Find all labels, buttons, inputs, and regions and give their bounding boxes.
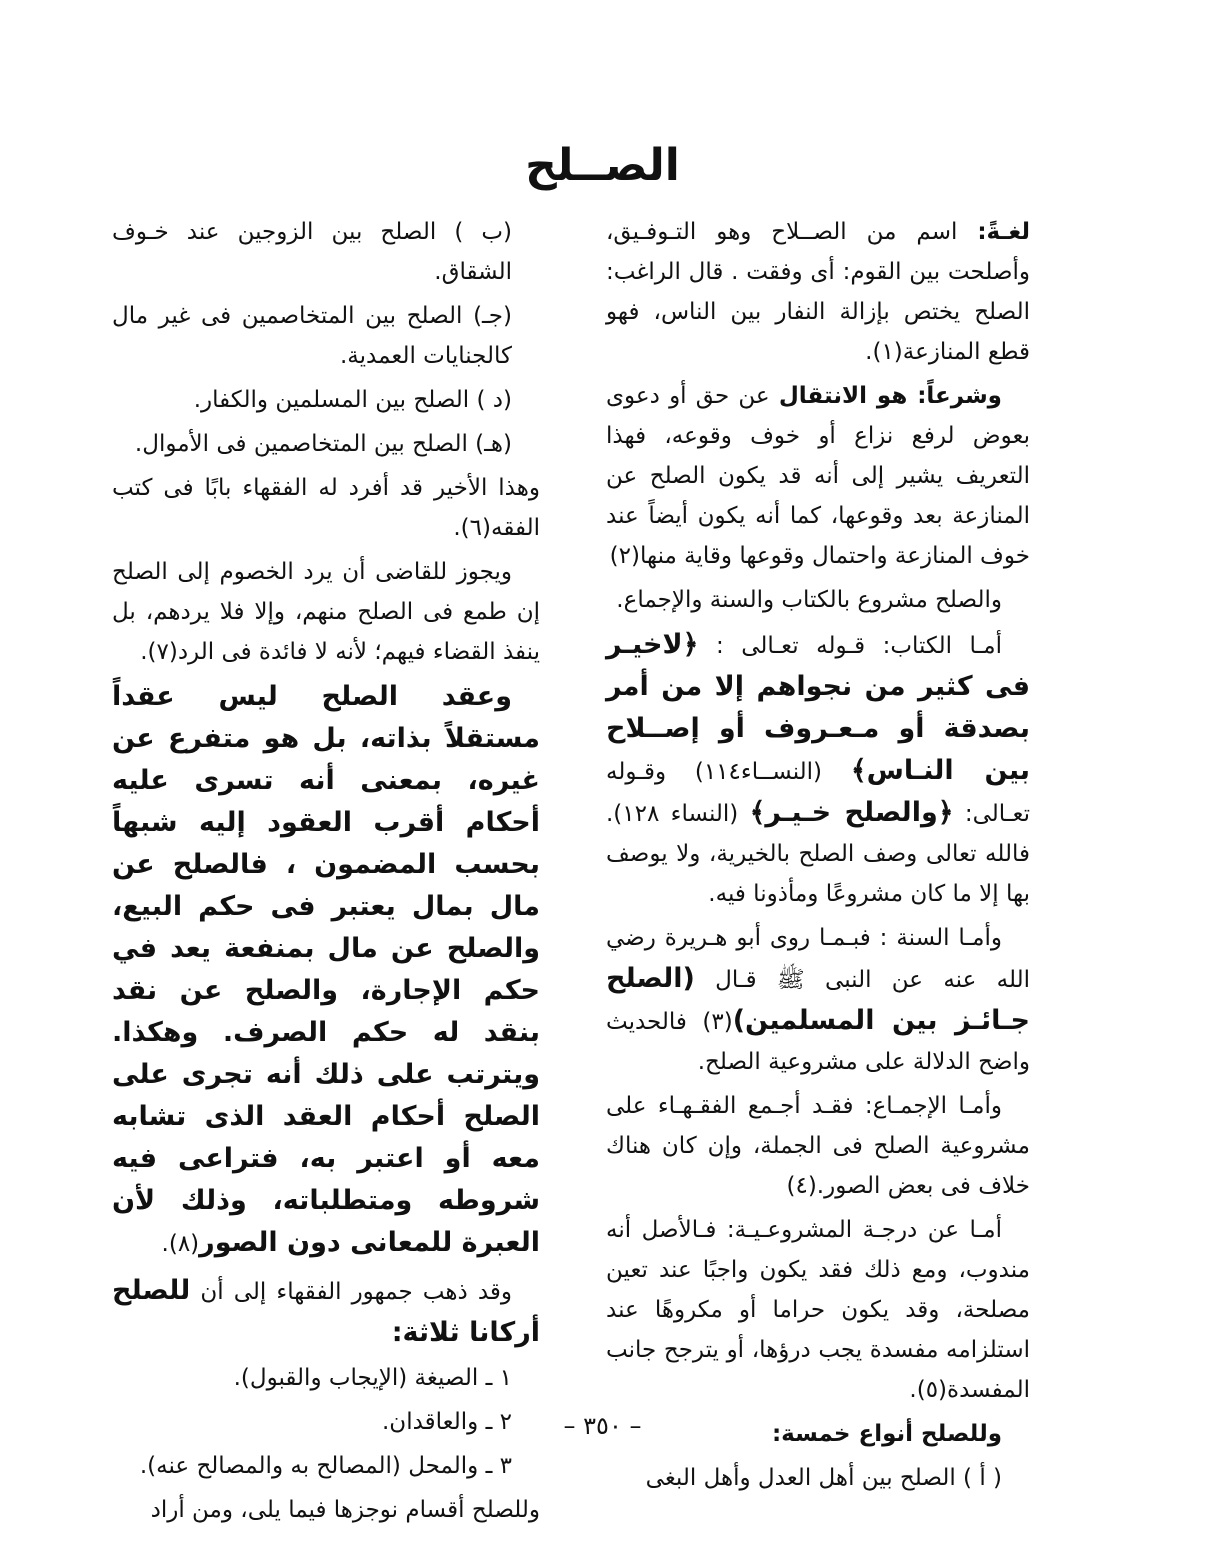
sunnah-tail: (٣) فالحديث واضح الدلالة على مشروعية الصلح.: [606, 1009, 1030, 1075]
pillar-2: ٢ ـ والعاقدان.: [382, 1409, 512, 1435]
pillar-3: ٣ ـ والمحل (المصالح به والمصالح عنه).: [139, 1453, 512, 1479]
sharia-label: وشرعاً: هو الانتقال: [778, 383, 1002, 409]
hadith-text: (الصلح جـائـز بين المسلمين): [606, 963, 1031, 1036]
quran-verse-2: ﴿والصلح خـيـر﴾: [749, 797, 954, 828]
type-a: ( أ ) الصلح بين أهل العدل وأهل البغى: [645, 1465, 1002, 1491]
left-column: [112, 212, 540, 1534]
pillars-lead: وقد ذهب جمهور الفقهاء إلى أن: [190, 1279, 512, 1305]
contract-nature-note: (٨).: [161, 1231, 200, 1257]
sharia-text: عن حق أو دعوى بعوض لرفع نزاع أو خوف وقوعه، فهذا التعريف يشير إلى أنه قد يكون الصلح عن المنازعة بعد وقوعها، كما أنه يكون أيضاً عند خوف المنازعة واحتمال وقوعها وقاية منها(٢): [606, 383, 1030, 569]
quran-evidence: [606, 624, 1030, 914]
quran-mid: (النســاء١١٤) وقـوله تعـالى:: [606, 759, 1031, 827]
right-column: [606, 212, 1030, 1502]
pillars-intro: [112, 1270, 540, 1354]
type-d: (د ) الصلح بين المسلمين والكفار.: [193, 387, 512, 413]
language-label: لغـةً:: [977, 219, 1030, 245]
quran-verse-1: ﴿لاخيـر فى كثير من نجواهم إلا من أمر بصدقة أو مـعـروف أو إصــلاح بين النـاس﴾: [606, 629, 1030, 786]
type-c: (جـ) الصلح بين المتخاصمين فى غير مال كالجنايات العمدية.: [112, 303, 512, 369]
sunnah-lead: وأمـا السنة : فبـمـا روى أبو هـريرة رضي الله عنه عن النبى ﷺ قـال: [606, 925, 1030, 993]
pillar-1: ١ ـ الصيغة (الإيجاب والقبول).: [233, 1365, 512, 1391]
language-text: اسم من الصــلاح وهو التـوفـيق، وأصلحت بين القوم: أى وفقت . قال الراغب: الصلح يختص بإزالة النفار بين الناس، فهو قطع المنازعة(١).: [606, 219, 1030, 365]
definition-sharia: [606, 376, 1030, 576]
contract-nature-text: وعقد الصلح ليس عقداً مستقلاً بذاته، بل هو متفرع عن غيره، بمعنى أنه تسرى عليه أحكام أقرب العقود إليه شبهاً بحسب المضمون ، فالصلح عن مال بمال يعتبر فى حكم البيع، والصلح عن مال بمنفعة يعد في حكم الإجارة، والصلح عن نقد بنقد له حكم الصرف. وهكذا. ويترتب على ذلك أنه تجرى على الصلح أحكام العقد الذى تشابه معه أو اعتبر به، فتراعى فيه شروطه ومتطلباته، وذلك لأن العبرة للمعانى دون الصور: [112, 681, 540, 1258]
quran-lead: أمـا الكتاب: قـوله تعـالى :: [698, 633, 1002, 659]
quran-tail: (النساء ١٢٨). فالله تعالى وصف الصلح بالخيرية، ولا يوصف بها إلا ما كان مشروعًا ومأذونا فيه.: [606, 801, 1030, 907]
sunnah-evidence: [606, 918, 1030, 1082]
definition-language: [606, 212, 1030, 372]
last-type-note: وهذا الأخير قد أفرد له الفقهاء بابًا فى كتب الفقه(٦).: [112, 475, 540, 541]
contract-nature-paragraph: [112, 676, 540, 1264]
consensus-evidence: وأمـا الإجمـاع: فقـد أجـمع الفقـهـاء على مشروعية الصلح فى الجملة، وإن كان هناك خلاف فى بعض الصور.(٤): [606, 1093, 1030, 1199]
legitimacy-intro: والصلح مشروع بالكتاب والسنة والإجماع.: [616, 587, 1002, 613]
page-title: الصــلح: [525, 140, 680, 191]
page-number: – ٣٥٠ –: [563, 1412, 642, 1440]
legitimacy-degree: أمـا عن درجـة المشروعـيـة: فـالأصل أنه مندوب، ومع ذلك فقد يكون واجبًا عند تعين مصلحة، وقد يكون حراما أو مكروهًا عند استلزامه مفسدة يجب درؤها، أو يترجح جانب المفسدة(٥).: [606, 1217, 1030, 1403]
pillars-bold: للصلح أركانا ثلاثة:: [112, 1275, 540, 1348]
sections-intro: وللصلح أقسام نوجزها فيما يلى، ومن أراد: [150, 1497, 540, 1523]
type-e: (هـ) الصلح بين المتخاصمين فى الأموال.: [134, 431, 512, 457]
type-b: (ب ) الصلح بين الزوجين عند خـوف الشقاق.: [112, 219, 512, 285]
judge-paragraph: ويجوز للقاضى أن يرد الخصوم إلى الصلح إن طمع فى الصلح منهم، وإلا فلا يردهم، بل ينفذ القضاء فيهم؛ لأنه لا فائدة فى الرد(٧).: [112, 559, 540, 665]
types-heading: وللصلح أنواع خمسة:: [771, 1421, 1002, 1447]
